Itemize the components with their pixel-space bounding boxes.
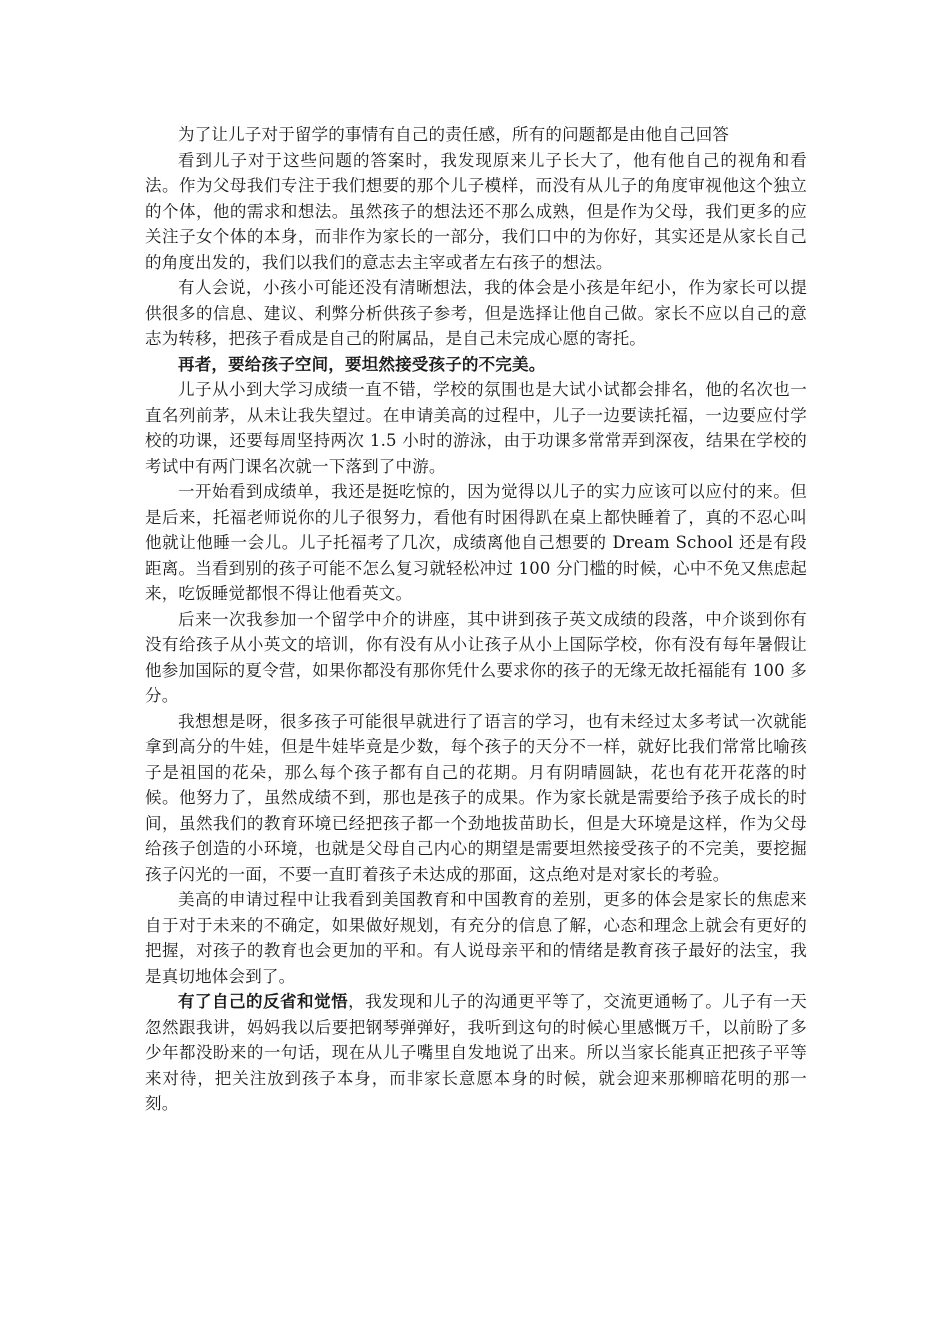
paragraph-2: 看到儿子对于这些问题的答案时，我发现原来儿子长大了，他有他自己的视角和看法。作为父母我们专注于我们想要的那个儿子模样，而没有从儿子的角度审视他这个独立的个体，他的需求和想法。虽然孩子的想法还不那么成熟，但是作为父母，我们更多的应关注子女个体的本身，而非作为家长的一部分，我们口中的为你好，其实还是从家长自己的角度出发的，我们以我们的意志去主宰或者左右孩子的想法。 <box>145 150 807 272</box>
paragraph-5: 一开始看到成绩单，我还是挺吃惊的，因为觉得以儿子的实力应该可以应付的来。但是后来，托福老师说你的儿子很努力，看他有时困得趴在桌上都快睡着了，真的不忍心叫他就让他睡一会儿。儿子托福考了几次，成绩离他自己想要的 Dream School 还是有段距离。当看到别的孩子可能不怎么复习就轻松冲过 100 分门槛的时候，心中不免又焦虑起来，吃饭睡觉都恨不得让他看英文。 <box>145 482 807 603</box>
paragraph-9-lead: 有了自己的反省和觉悟 <box>178 992 349 1011</box>
paragraph-4: 儿子从小到大学习成绩一直不错，学校的氛围也是大试小试都会排名，他的名次也一直名列前茅，从未让我失望过。在申请美高的过程中，儿子一边要读托福，一边要应付学校的功课，还要每周坚持两次 1.5 小时的游泳，由于功课多常常弄到深夜，结果在学校的考试中有两门课名次就一下落到了中游。 <box>145 380 807 476</box>
paragraph-9 <box>145 989 807 1117</box>
section-heading: 再者，要给孩子空间，要坦然接受孩子的不完美。 <box>178 354 546 374</box>
paragraph-8: 美高的申请过程中让我看到美国教育和中国教育的差别，更多的体会是家长的焦虑来自于对于未来的不确定，如果做好规划，有充分的信息了解，心态和理念上就会有更好的把握，对孩子的教育也会更加的平和。有人说母亲平和的情绪是教育孩子最好的法宝，我是真切地体会到了。 <box>145 890 807 986</box>
paragraph-6: 后来一次我参加一个留学中介的讲座，其中讲到孩子英文成绩的段落，中介谈到你有没有给孩子从小英文的培训，你有没有从小让孩子从小上国际学校，你有没有每年暑假让他参加国际的夏令营，如果你都没有那你凭什么要求你的孩子的无缘无故托福能有 100 多分。 <box>145 609 807 705</box>
paragraph-1: 为了让儿子对于留学的事情有自己的责任感，所有的问题都是由他自己回答 <box>178 125 730 144</box>
paragraph-3: 有人会说，小孩小可能还没有清晰想法，我的体会是小孩是年纪小，作为家长可以提供很多的信息、建议、利弊分析供孩子参考，但是选择让他自己做。家长不应以自己的意志为转移，把孩子看成是自己的附属品，是自己未完成心愿的寄托。 <box>145 278 807 348</box>
document-body <box>145 122 807 1117</box>
paragraph-7: 我想想是呀，很多孩子可能很早就进行了语言的学习，也有未经过太多考试一次就能拿到高分的牛娃，但是牛娃毕竟是少数，每个孩子的天分不一样，就好比我们常常比喻孩子是祖国的花朵，那么每个孩子都有自己的花期。月有阴晴圆缺，花也有花开花落的时候。他努力了，虽然成绩不到，那也是孩子的成果。作为家长就是需要给予孩子成长的时间，虽然我们的教育环境已经把孩子都一个劲地拔苗助长，但是大环境是这样，作为父母给孩子创造的小环境，也就是父母自己内心的期望是需要坦然接受孩子的不完美，要挖掘孩子闪光的一面，不要一直盯着孩子未达成的那面，这点绝对是对家长的考验。 <box>145 711 807 884</box>
paragraph-9-text: ，我发现和儿子的沟通更平等了，交流更通畅了。儿子有一天忽然跟我讲，妈妈我以后要把钢琴弹弹好，我听到这句的时候心里感慨万千，以前盼了多少年都没盼来的一句话，现在从儿子嘴里自发地说了出来。所以当家长能真正把孩子平等来对待，把关注放到孩子本身，而非家长意愿本身的时候，就会迎来那柳暗花明的那一刻。 <box>145 992 808 1113</box>
